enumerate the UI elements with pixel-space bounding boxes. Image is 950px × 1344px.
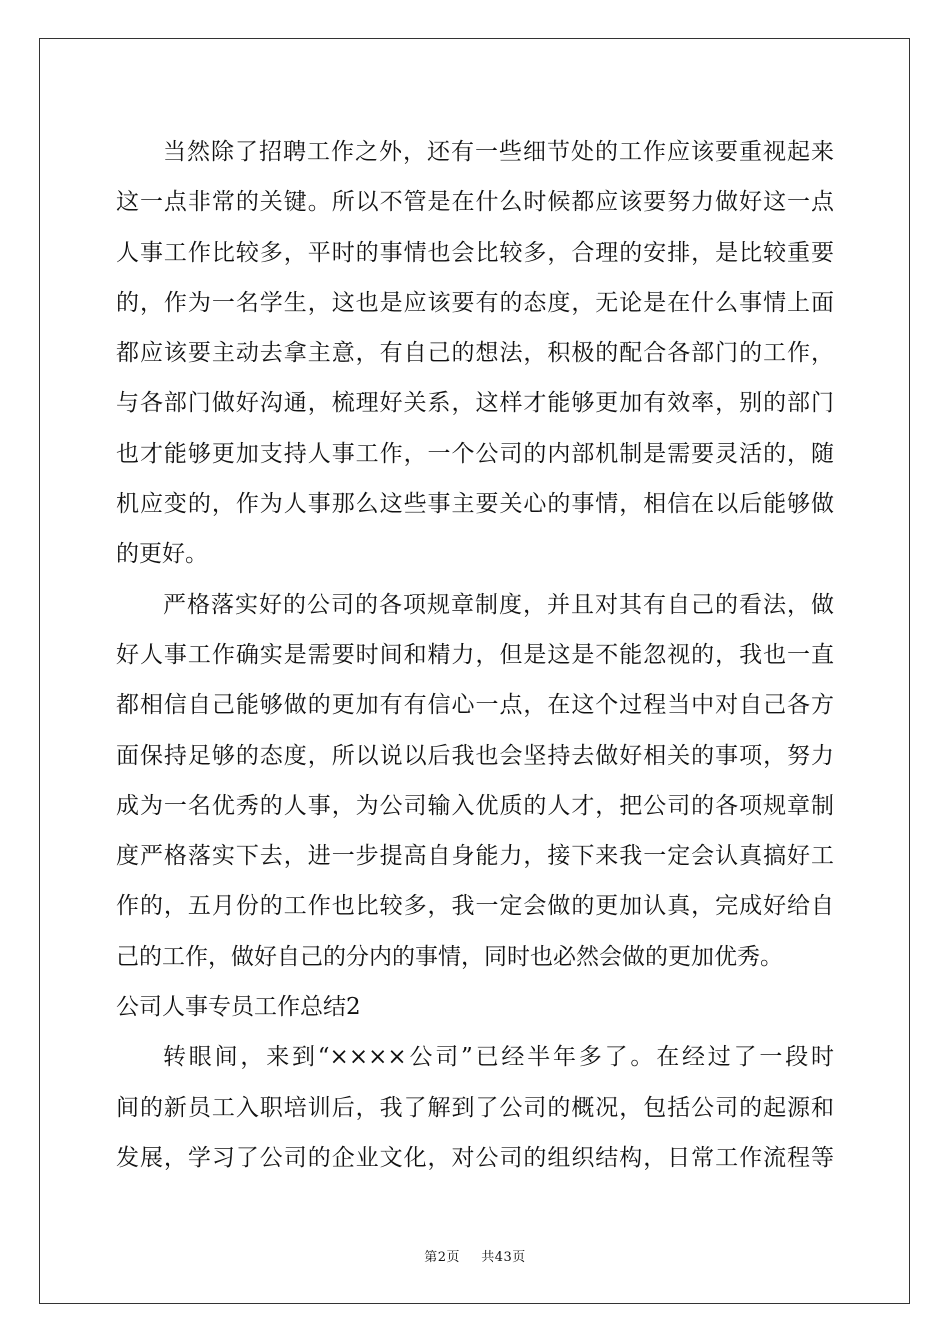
paragraph-1-line-5: 都应该要主动去拿主意，有自己的想法，积极的配合各部门的工作，	[116, 340, 834, 367]
paragraph-1-line-8: 机应变的，作为人事那么这些事主要关心的事情，相信在以后能够做	[116, 491, 834, 518]
paragraph-1-line-1: 当然除了招聘工作之外，还有一些细节处的工作应该要重视起来	[163, 139, 834, 165]
page-total: 共43页	[481, 1250, 526, 1265]
page-footer	[0, 1246, 950, 1265]
paragraph-1-line-4: 的，作为一名学生，这也是应该要有的态度，无论是在什么事情上面	[116, 289, 834, 316]
paragraph-3-line-2: 间的新员工入职培训后，我了解到了公司的概况，包括公司的起源和	[116, 1094, 834, 1121]
section-heading: 公司人事专员工作总结2	[116, 994, 361, 1021]
document-body	[116, 127, 834, 1183]
paragraph-2-line-5: 成为一名优秀的人事，为公司输入优质的人才，把公司的各项规章制	[116, 792, 834, 819]
paragraph-2-line-1: 严格落实好的公司的各项规章制度，并且对其有自己的看法，做	[163, 591, 834, 618]
page-number: 第2页	[424, 1250, 460, 1265]
paragraph-1-line-6: 与各部门做好沟通，梳理好关系，这样才能够更加有效率，别的部门	[116, 390, 834, 417]
paragraph-2-line-7: 作的，五月份的工作也比较多，我一定会做的更加认真，完成好给自	[116, 893, 834, 920]
paragraph-1-line-3: 人事工作比较多，平时的事情也会比较多，合理的安排，是比较重要	[116, 239, 834, 266]
paragraph-1-line-2: 这一点非常的关键。所以不管是在什么时候都应该要努力做好这一点	[116, 189, 834, 216]
paragraph-2-line-6: 度严格落实下去，进一步提高自身能力，接下来我一定会认真搞好工	[116, 843, 834, 870]
paragraph-3-line-3: 发展，学习了公司的企业文化，对公司的组织结构，日常工作流程等	[116, 1144, 834, 1171]
paragraph-2-line-2: 好人事工作确实是需要时间和精力，但是这是不能忽视的，我也一直	[116, 641, 834, 668]
paragraph-2-line-4: 面保持足够的态度，所以说以后我也会坚持去做好相关的事项，努力	[116, 742, 834, 769]
paragraph-2-line-3: 都相信自己能够做的更加有有信心一点，在这个过程当中对自己各方	[116, 692, 834, 719]
paragraph-1-line-7: 也才能够更加支持人事工作，一个公司的内部机制是需要灵活的，随	[116, 440, 834, 467]
paragraph-2-line-8: 己的工作，做好自己的分内的事情，同时也必然会做的更加优秀。	[116, 943, 783, 970]
paragraph-3-line-1: 转眼间，来到“××××公司”已经半年多了。在经过了一段时	[163, 1044, 834, 1071]
paragraph-1-line-9: 的更好。	[116, 541, 208, 568]
